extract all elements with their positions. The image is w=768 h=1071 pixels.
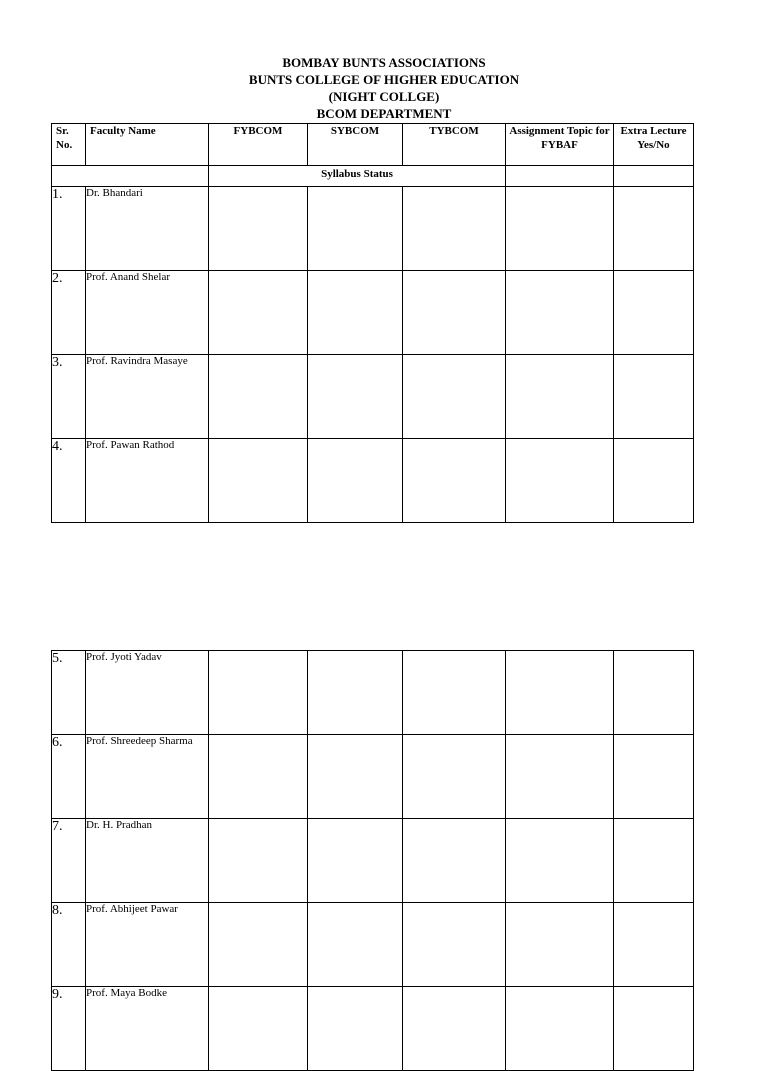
document-heading bbox=[0, 54, 768, 122]
header-assignment-topic: Assignment Topic for FYBAF bbox=[506, 124, 614, 166]
syllabus-status-row bbox=[52, 166, 694, 187]
row-number: 6. bbox=[52, 735, 86, 819]
faculty-row bbox=[52, 271, 694, 355]
row-number: 1. bbox=[52, 187, 86, 271]
faculty-name: Dr. Bhandari bbox=[86, 187, 209, 271]
sybcom-cell[interactable] bbox=[308, 819, 403, 903]
faculty-row bbox=[52, 735, 694, 819]
tybcom-cell[interactable] bbox=[403, 187, 506, 271]
row-number: 7. bbox=[52, 819, 86, 903]
assignment-cell[interactable] bbox=[506, 987, 614, 1071]
college-name: BUNTS COLLEGE OF HIGHER EDUCATION bbox=[248, 72, 520, 87]
assignment-cell[interactable] bbox=[506, 187, 614, 271]
faculty-name: Prof. Ravindra Masaye bbox=[86, 355, 209, 439]
fybcom-cell[interactable] bbox=[209, 819, 308, 903]
college-session: (NIGHT COLLGE) bbox=[328, 89, 440, 104]
faculty-name: Prof. Anand Shelar bbox=[86, 271, 209, 355]
tybcom-cell[interactable] bbox=[403, 355, 506, 439]
tybcom-cell[interactable] bbox=[403, 903, 506, 987]
faculty-row bbox=[52, 439, 694, 523]
extra-lecture-cell[interactable] bbox=[614, 439, 694, 523]
faculty-name: Prof. Pawan Rathod bbox=[86, 439, 209, 523]
assignment-cell[interactable] bbox=[506, 271, 614, 355]
row-number: 4. bbox=[52, 439, 86, 523]
row-number: 8. bbox=[52, 903, 86, 987]
sybcom-cell[interactable] bbox=[308, 903, 403, 987]
faculty-name: Prof. Shreedeep Sharma bbox=[86, 735, 209, 819]
faculty-name: Dr. H. Pradhan bbox=[86, 819, 209, 903]
assignment-cell[interactable] bbox=[506, 355, 614, 439]
sybcom-cell[interactable] bbox=[308, 271, 403, 355]
sybcom-cell[interactable] bbox=[308, 439, 403, 523]
extra-lecture-cell[interactable] bbox=[614, 271, 694, 355]
header-fybcom: FYBCOM bbox=[209, 124, 308, 166]
sybcom-cell[interactable] bbox=[308, 987, 403, 1071]
tybcom-cell[interactable] bbox=[403, 735, 506, 819]
extra-lecture-cell[interactable] bbox=[614, 903, 694, 987]
faculty-row bbox=[52, 187, 694, 271]
blank-cell bbox=[506, 166, 614, 187]
extra-lecture-cell[interactable] bbox=[614, 735, 694, 819]
blank-cell bbox=[614, 166, 694, 187]
row-number: 3. bbox=[52, 355, 86, 439]
faculty-syllabus-table bbox=[51, 123, 694, 523]
tybcom-cell[interactable] bbox=[403, 987, 506, 1071]
tybcom-cell[interactable] bbox=[403, 819, 506, 903]
fybcom-cell[interactable] bbox=[209, 439, 308, 523]
faculty-row bbox=[52, 651, 694, 735]
sybcom-cell[interactable] bbox=[308, 735, 403, 819]
extra-lecture-cell[interactable] bbox=[614, 187, 694, 271]
extra-lecture-cell[interactable] bbox=[614, 651, 694, 735]
assignment-cell[interactable] bbox=[506, 439, 614, 523]
table-header-row bbox=[52, 124, 694, 166]
association-name: BOMBAY BUNTS ASSOCIATIONS bbox=[282, 55, 486, 70]
header-sybcom: SYBCOM bbox=[308, 124, 403, 166]
header-sr-no: Sr. No. bbox=[52, 124, 86, 166]
header-tybcom: TYBCOM bbox=[403, 124, 506, 166]
header-extra-lecture: Extra Lecture Yes/No bbox=[614, 124, 694, 166]
faculty-row bbox=[52, 355, 694, 439]
assignment-cell[interactable] bbox=[506, 903, 614, 987]
fybcom-cell[interactable] bbox=[209, 987, 308, 1071]
assignment-cell[interactable] bbox=[506, 651, 614, 735]
extra-lecture-cell[interactable] bbox=[614, 355, 694, 439]
faculty-syllabus-table-continued bbox=[51, 650, 694, 1071]
syllabus-status-label: Syllabus Status bbox=[209, 166, 506, 187]
department-name: BCOM DEPARTMENT bbox=[316, 106, 452, 121]
tybcom-cell[interactable] bbox=[403, 651, 506, 735]
sybcom-cell[interactable] bbox=[308, 187, 403, 271]
fybcom-cell[interactable] bbox=[209, 355, 308, 439]
faculty-name: Prof. Jyoti Yadav bbox=[86, 651, 209, 735]
blank-cell bbox=[52, 166, 209, 187]
assignment-cell[interactable] bbox=[506, 735, 614, 819]
sybcom-cell[interactable] bbox=[308, 355, 403, 439]
faculty-name: Prof. Maya Bodke bbox=[86, 987, 209, 1071]
row-number: 9. bbox=[52, 987, 86, 1071]
fybcom-cell[interactable] bbox=[209, 735, 308, 819]
assignment-cell[interactable] bbox=[506, 819, 614, 903]
faculty-row bbox=[52, 903, 694, 987]
header-faculty-name: Faculty Name bbox=[86, 124, 209, 166]
faculty-name: Prof. Abhijeet Pawar bbox=[86, 903, 209, 987]
tybcom-cell[interactable] bbox=[403, 271, 506, 355]
extra-lecture-cell[interactable] bbox=[614, 987, 694, 1071]
fybcom-cell[interactable] bbox=[209, 651, 308, 735]
tybcom-cell[interactable] bbox=[403, 439, 506, 523]
faculty-row bbox=[52, 987, 694, 1071]
row-number: 2. bbox=[52, 271, 86, 355]
row-number: 5. bbox=[52, 651, 86, 735]
extra-lecture-cell[interactable] bbox=[614, 819, 694, 903]
fybcom-cell[interactable] bbox=[209, 187, 308, 271]
fybcom-cell[interactable] bbox=[209, 271, 308, 355]
fybcom-cell[interactable] bbox=[209, 903, 308, 987]
faculty-row bbox=[52, 819, 694, 903]
sybcom-cell[interactable] bbox=[308, 651, 403, 735]
